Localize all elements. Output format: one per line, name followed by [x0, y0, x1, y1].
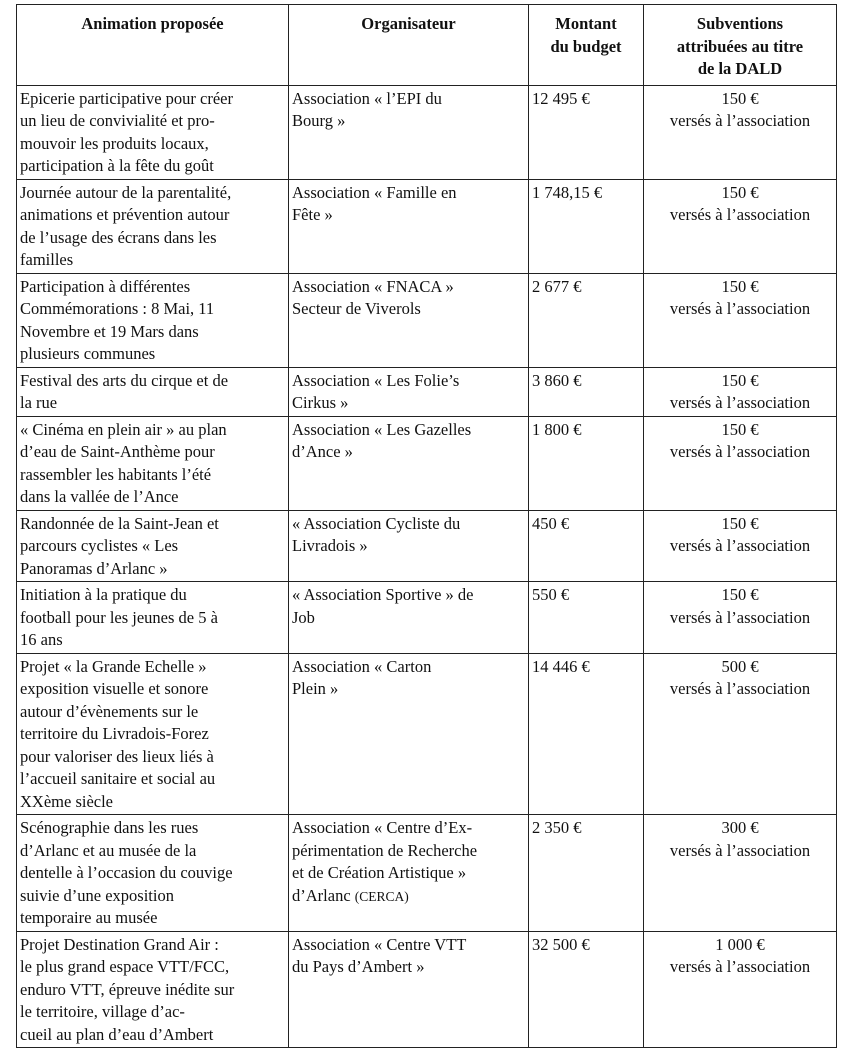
cell-line: et de Création Artistique »	[292, 863, 467, 882]
organisateur-cell	[289, 367, 529, 416]
cell-line: 150 €	[721, 419, 759, 439]
table-row	[17, 416, 837, 510]
cell-line: Association « Centre d’Ex-	[292, 818, 473, 837]
table-row	[17, 179, 837, 273]
cell-line: Epicerie participative pour créer	[20, 88, 234, 108]
organisateur-cell	[289, 931, 529, 1048]
cell-line: Cirkus »	[292, 393, 349, 412]
cell-line: Plein »	[292, 679, 339, 698]
cell-line: versés à l’association	[669, 536, 811, 555]
cell-line: 150 €	[721, 370, 759, 390]
organisateur-cell	[289, 85, 529, 179]
cell-line: 32 500 €	[532, 934, 590, 954]
cell-line: Bourg »	[292, 111, 346, 130]
cell-line: « Association Sportive » de	[292, 585, 474, 604]
cell-line: Scénographie dans les rues	[20, 818, 199, 837]
cell-line: temporaire au musée	[20, 908, 158, 927]
cell-line: un lieu de convivialité et pro-	[20, 111, 215, 130]
subvention-cell	[644, 416, 837, 510]
cell-line: Livradois »	[292, 536, 368, 555]
cell-line: 1 748,15 €	[532, 182, 603, 202]
cell-line: 1 000 €	[715, 934, 765, 954]
cell-line: 14 446 €	[532, 656, 590, 676]
cell-line: mouvoir les produits locaux,	[20, 133, 209, 153]
animation-cell	[17, 179, 289, 273]
cell-line: 150 €	[721, 276, 759, 296]
cell-line: 1 800 €	[532, 419, 582, 439]
cell-line: Journée autour de la parentalité,	[20, 182, 232, 202]
cell-line: XXème siècle	[20, 791, 113, 811]
cell-line: Association « Centre VTT	[292, 934, 467, 954]
cell-line: Association « Les Gazelles	[292, 419, 472, 439]
montant-cell	[529, 510, 644, 582]
cell-line: 500 €	[721, 656, 759, 676]
cell-line: exposition visuelle et sonore	[20, 679, 209, 698]
animation-cell	[17, 510, 289, 582]
subsidies-table	[16, 4, 837, 1048]
cell-line: pour valoriser des lieux liés à	[20, 746, 214, 766]
cell-line: du Pays d’Ambert »	[292, 957, 425, 976]
cell-line: Job	[292, 607, 315, 627]
cell-line: versés à l’association	[669, 299, 811, 318]
cell-line: d’eau de Saint-Anthème pour	[20, 442, 215, 461]
cell-line: Fête »	[292, 205, 333, 224]
subvention-cell	[644, 653, 837, 815]
cell-line: Secteur de Viverols	[292, 299, 421, 318]
cell-line: 12 495 €	[532, 88, 590, 108]
table-row	[17, 85, 837, 179]
cell-line: territoire du Livradois-Forez	[20, 724, 209, 743]
cell-line: versés à l’association	[669, 442, 811, 461]
cell-line: 2 350 €	[532, 818, 582, 837]
montant-cell	[529, 815, 644, 932]
cell-line: Commémorations : 8 Mai, 11	[20, 299, 215, 318]
subvention-cell	[644, 85, 837, 179]
subvention-cell	[644, 931, 837, 1048]
table-row	[17, 931, 837, 1048]
table-row	[17, 815, 837, 932]
cell-line: la rue	[20, 393, 58, 412]
cell-line: l’accueil sanitaire et social au	[20, 769, 216, 788]
cell-line: 300 €	[721, 818, 759, 837]
cell-line: Novembre et 19 Mars dans	[20, 321, 199, 341]
cell-line: versés à l’association	[669, 679, 811, 698]
cell-line: Projet « la Grande Echelle »	[20, 656, 207, 676]
header-row	[17, 5, 837, 86]
organisateur-cell	[289, 653, 529, 815]
table-row	[17, 273, 837, 367]
animation-cell	[17, 582, 289, 654]
header-subventions: Subventions attribuées au titre de la DALD	[644, 5, 837, 86]
cell-line: d’Arlanc et au musée de la	[20, 840, 197, 860]
header-organisateur: Organisateur	[289, 5, 529, 86]
organisateur-cell	[289, 815, 529, 932]
cell-line: Festival des arts du cirque et de	[20, 370, 229, 390]
header-montant: Montant du budget	[529, 5, 644, 86]
animation-cell	[17, 367, 289, 416]
cell-line: versés à l’association	[669, 607, 811, 627]
montant-cell	[529, 85, 644, 179]
cell-line: Initiation à la pratique du	[20, 585, 187, 604]
animation-cell	[17, 416, 289, 510]
cell-line: 150 €	[721, 513, 759, 533]
cell-line: de l’usage des écrans dans les	[20, 227, 217, 247]
cell-line: animations et prévention autour	[20, 205, 230, 224]
cell-line: le plus grand espace VTT/FCC,	[20, 957, 230, 976]
cell-line: Association « FNACA »	[292, 276, 454, 296]
animation-cell	[17, 815, 289, 932]
animation-cell	[17, 85, 289, 179]
cell-line: Association « Famille en	[292, 182, 457, 202]
subvention-cell	[644, 367, 837, 416]
table-row	[17, 510, 837, 582]
cell-line: Association « Les Folie’s	[292, 370, 460, 390]
montant-cell	[529, 582, 644, 654]
cell-line: 2 677 €	[532, 276, 582, 296]
cell-line: d’Ance »	[292, 442, 353, 461]
cell-line: participation à la fête du goût	[20, 156, 214, 175]
subvention-cell	[644, 273, 837, 367]
cell-line: 550 €	[532, 585, 570, 604]
cell-line: familles	[20, 250, 74, 269]
cell-line: versés à l’association	[669, 393, 811, 412]
organisateur-cell	[289, 510, 529, 582]
montant-cell	[529, 416, 644, 510]
cell-line: 16 ans	[20, 630, 63, 649]
cell-line: versés à l’association	[669, 957, 811, 976]
cell-line: versés à l’association	[669, 840, 811, 860]
cell-line: football pour les jeunes de 5 à	[20, 607, 218, 627]
table-row	[17, 653, 837, 815]
organisateur-cell	[289, 273, 529, 367]
organisateur-cell	[289, 582, 529, 654]
cell-line: le territoire, village d’ac-	[20, 1002, 185, 1021]
organisateur-text: d’Arlanc	[292, 885, 351, 905]
cell-line: plusieurs communes	[20, 344, 156, 363]
cell-line: cueil au plan d’eau d’Ambert	[20, 1024, 214, 1044]
cell-line: 3 860 €	[532, 370, 582, 390]
cell-line: Panoramas d’Arlanc »	[20, 558, 168, 578]
table-row	[17, 367, 837, 416]
cell-line: autour d’évènements sur le	[20, 701, 199, 721]
cell-line: Association « l’EPI du	[292, 88, 442, 108]
animation-cell	[17, 273, 289, 367]
organisateur-abbreviation: (CERCA)	[354, 888, 409, 904]
organisateur-cell	[289, 179, 529, 273]
animation-cell	[17, 653, 289, 815]
cell-line: Projet Destination Grand Air :	[20, 934, 219, 954]
cell-line: versés à l’association	[669, 205, 811, 224]
cell-line: rassembler les habitants l’été	[20, 464, 212, 484]
cell-line: 450 €	[532, 513, 570, 533]
cell-line: Participation à différentes	[20, 276, 191, 296]
subvention-cell	[644, 815, 837, 932]
organisateur-cell	[289, 416, 529, 510]
header-animation: Animation proposée	[17, 5, 289, 86]
cell-line: 150 €	[721, 585, 759, 604]
animation-cell	[17, 931, 289, 1048]
cell-line: 150 €	[721, 88, 759, 108]
cell-line: suivie d’une exposition	[20, 885, 174, 905]
montant-cell	[529, 931, 644, 1048]
cell-line: dentelle à l’occasion du couvige	[20, 863, 233, 882]
cell-line: « Association Cycliste du	[292, 513, 461, 533]
cell-line: Randonnée de la Saint-Jean et	[20, 513, 219, 533]
cell-line: versés à l’association	[669, 111, 811, 130]
montant-cell	[529, 367, 644, 416]
subvention-cell	[644, 582, 837, 654]
montant-cell	[529, 653, 644, 815]
subvention-cell	[644, 179, 837, 273]
subvention-cell	[644, 510, 837, 582]
cell-line: enduro VTT, épreuve inédite sur	[20, 979, 235, 999]
cell-line: dans la vallée de l’Ance	[20, 487, 179, 506]
montant-cell	[529, 273, 644, 367]
table-row	[17, 582, 837, 654]
cell-line: périmentation de Recherche	[292, 840, 478, 860]
cell-line: parcours cyclistes « Les	[20, 536, 179, 555]
montant-cell	[529, 179, 644, 273]
cell-line: Association « Carton	[292, 656, 432, 676]
cell-line: 150 €	[721, 182, 759, 202]
cell-line	[292, 885, 525, 909]
cell-line: « Cinéma en plein air » au plan	[20, 419, 227, 439]
